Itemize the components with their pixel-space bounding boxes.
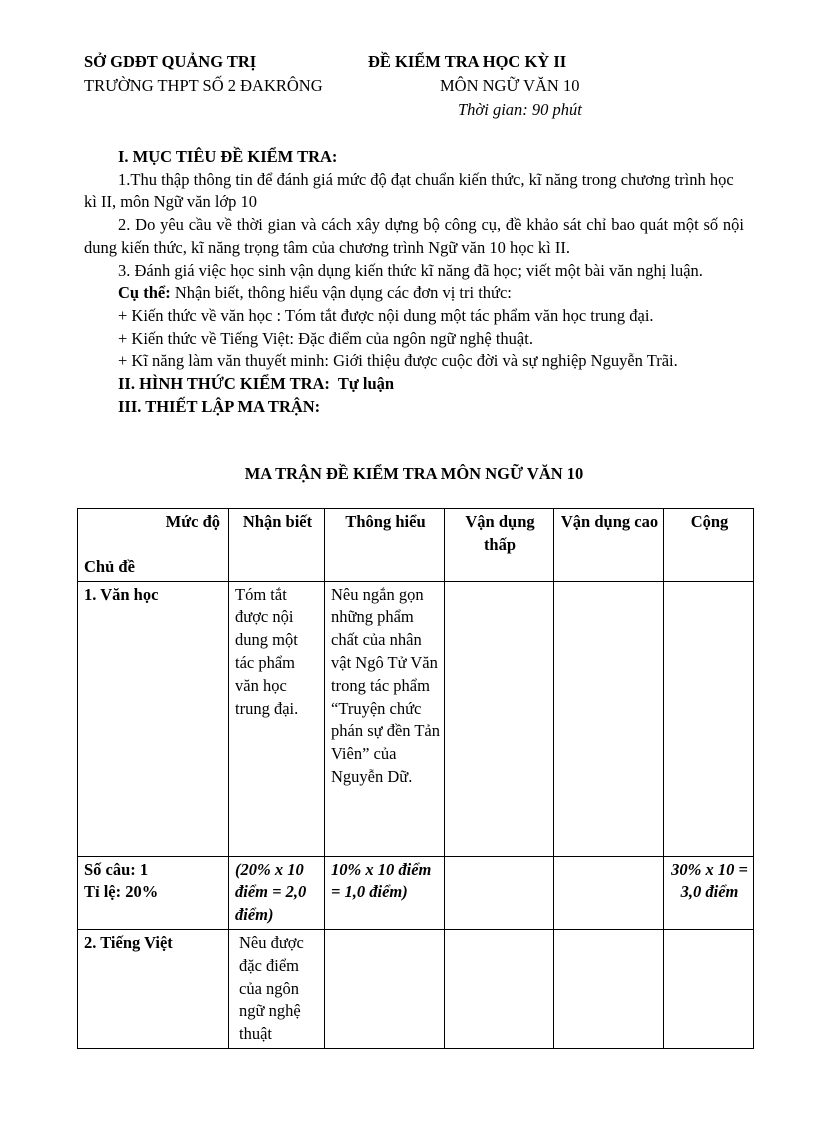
specific-item-writing: + Kĩ năng làm văn thuyết minh: Giới thiệu được cuộc đời và sự nghiệp Nguyễn Trãi. (118, 351, 678, 371)
header-comprehension: Thông hiểu (325, 509, 445, 582)
exam-duration: Thời gian: 90 phút (458, 100, 582, 119)
low-application-score-cell (445, 856, 554, 929)
question-count: Số câu: 1 (84, 859, 149, 879)
section-objectives (84, 146, 744, 418)
header-high-application: Vận dụng cao (554, 509, 664, 582)
vietnamese-low-application-cell (445, 929, 554, 1048)
objective-1: 1.Thu thập thông tin để đánh giá mức độ đạt chuẩn kiến thức, kĩ năng trong chương trình học kì II, môn Ngữ văn lớp 10 (84, 169, 734, 212)
header-level-topic-cell (78, 509, 229, 582)
question-ratio: Tỉ lệ: 20% (84, 882, 159, 902)
table-row (78, 581, 754, 856)
assessment-matrix-table (77, 508, 754, 1049)
total-score-cell: 30% x 10 = 3,0 điểm (664, 856, 754, 929)
objective-2: 2. Do yêu cầu về thời gian và cách xây dựng bộ công cụ, đề khảo sát chỉ bao quát một số nội dung kiến thức, kĩ năng trọng tâm của chương trình Ngữ văn 10 học kì II. (84, 215, 744, 257)
header-level-label: Mức độ (165, 512, 220, 531)
specifics-label: Cụ thể: (118, 283, 171, 303)
literature-recognition-cell: Tóm tắt được nội dung một tác phẩm văn học trung đại. (229, 581, 325, 856)
vietnamese-comprehension-cell (325, 929, 445, 1048)
specific-item-vietnamese: + Kiến thức về Tiếng Việt: Đặc điểm của ngôn ngữ nghệ thuật. (118, 328, 533, 348)
section-3-heading: III. THIẾT LẬP MA TRẬN: (118, 396, 321, 416)
objective-3: 3. Đánh giá việc học sinh vận dụng kiến thức kĩ năng đã học; viết một bài văn nghị luận. (118, 260, 703, 280)
question-count-cell (78, 856, 229, 929)
recognition-score-cell: (20% x 10 điểm = 2,0 điểm) (229, 856, 325, 929)
literature-comprehension-cell: Nêu ngắn gọn những phẩm chất của nhân vật Ngô Tử Văn trong tác phẩm “Truyện chức phán sự đền Tản Viên” của Nguyễn Dữ. (325, 581, 445, 856)
section-2-heading (84, 373, 744, 396)
topic-literature: 1. Văn học (78, 581, 229, 856)
exam-title: ĐỀ KIỂM TRA HỌC KỲ II (368, 52, 567, 71)
specifics-line (84, 282, 744, 305)
header-low-application: Vận dụng thấp (445, 509, 554, 582)
comprehension-score-cell: 10% x 10 điểm = 1,0 điểm) (325, 856, 445, 929)
table-header-row (78, 509, 754, 582)
specifics-text: Nhận biết, thông hiểu vận dụng các đơn vị tri thức: (170, 283, 512, 303)
vietnamese-recognition-cell: Nêu được đặc điểm của ngôn ngữ nghệ thuật (229, 929, 325, 1048)
literature-high-application-cell (554, 581, 664, 856)
header-total: Cộng (664, 509, 754, 582)
school-name: TRƯỜNG THPT SỐ 2 ĐAKRÔNG (84, 76, 323, 95)
department-name: SỞ GDĐT QUẢNG TRỊ (84, 52, 257, 71)
vietnamese-high-application-cell (554, 929, 664, 1048)
matrix-title: MA TRẬN ĐỀ KIỂM TRA MÔN NGỮ VĂN 10 (244, 464, 584, 483)
header-recognition: Nhận biết (229, 509, 325, 582)
table-row (78, 856, 754, 929)
vietnamese-total-cell (664, 929, 754, 1048)
header-topic-label: Chủ đề (84, 556, 135, 576)
section-1-heading: I. MỤC TIÊU ĐỀ KIỂM TRA: (118, 147, 338, 166)
section-2-title: II. HÌNH THỨC KIỂM TRA: (118, 374, 330, 394)
table-row (78, 929, 754, 1048)
specific-item-literature: + Kiến thức về văn học : Tóm tắt được nội dung một tác phẩm văn học trung đại. (118, 305, 654, 325)
topic-vietnamese: 2. Tiếng Việt (78, 929, 229, 1048)
subject-name: MÔN NGỮ VĂN 10 (440, 76, 580, 95)
literature-low-application-cell (445, 581, 554, 856)
high-application-score-cell (554, 856, 664, 929)
literature-total-cell (664, 581, 754, 856)
section-2-value: Tự luận (337, 374, 395, 394)
